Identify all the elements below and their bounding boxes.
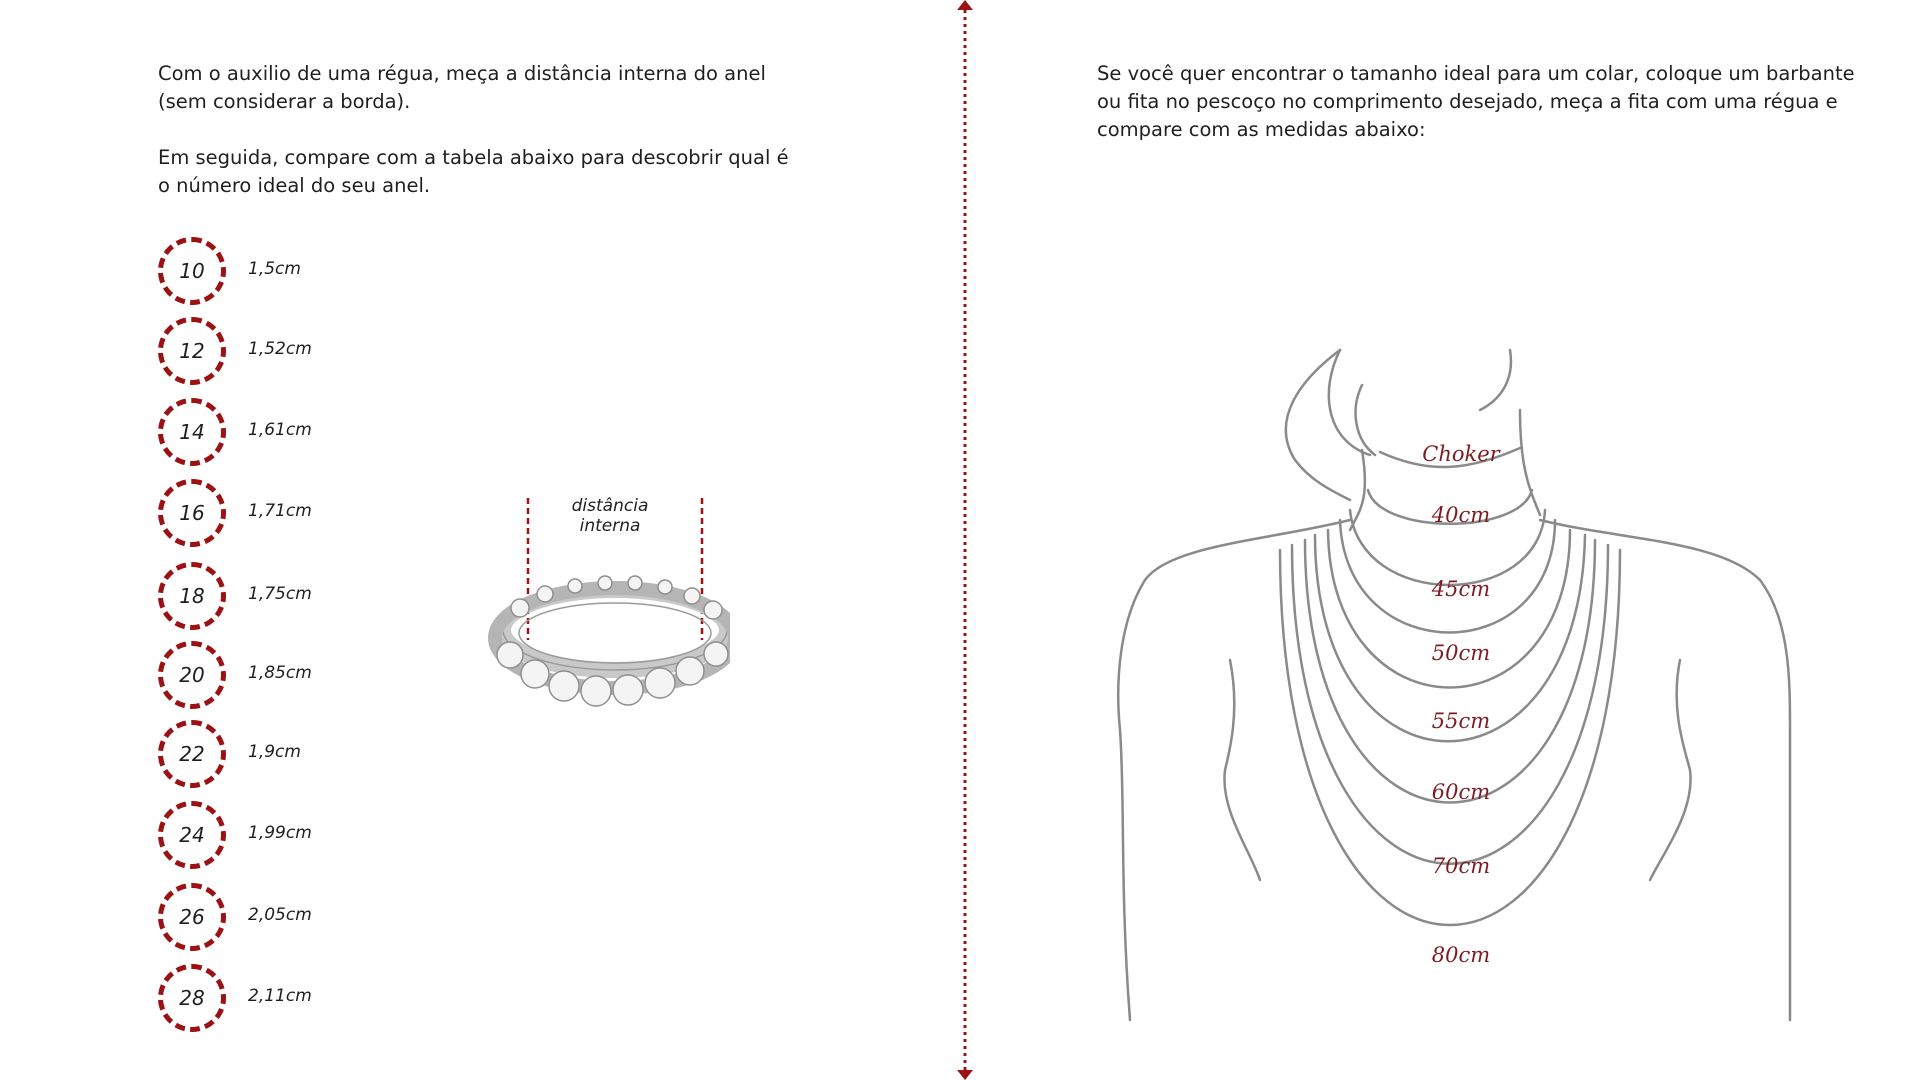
- inner-distance-label-line2: interna: [579, 516, 641, 536]
- ring-size-measure: 2,11cm: [248, 986, 312, 1006]
- necklace-instructions: [1097, 60, 1857, 144]
- ring-size-measure: 1,85cm: [248, 663, 312, 683]
- ring-instruction-2: Em seguida, compare com a tabela abaixo para descobrir qual é o número ideal do seu anel.: [158, 146, 789, 197]
- ring-size-number: 18: [158, 562, 226, 630]
- necklace-length-60: 60cm: [1431, 780, 1491, 804]
- ring-size-row: [158, 237, 478, 307]
- necklace-length-40: 40cm: [1431, 503, 1491, 527]
- ring-size-number: 20: [158, 641, 226, 709]
- arrow-down-icon: [957, 1070, 973, 1080]
- necklace-length-choker: Choker: [1422, 442, 1500, 466]
- ring-size-row: [158, 964, 478, 1034]
- ring-size-row: [158, 562, 478, 632]
- ring-instruction-1: Com o auxilio de uma régua, meça a distância interna do anel (sem considerar a borda).: [158, 62, 766, 113]
- ring-size-measure: 1,5cm: [248, 259, 301, 279]
- necklace-length-70: 70cm: [1431, 854, 1491, 878]
- ring-size-number: 10: [158, 237, 226, 305]
- ring-size-measure: 2,05cm: [248, 905, 312, 925]
- arrow-up-icon: [957, 0, 973, 10]
- necklace-length-55: 55cm: [1431, 709, 1491, 733]
- ring-size-row: [158, 641, 478, 711]
- ring-size-number: 28: [158, 964, 226, 1032]
- necklace-instruction: Se você quer encontrar o tamanho ideal para um colar, coloque um barbante ou fita no pescoço no comprimento desejado, meça a fita com uma régua e compare com as medidas abaixo:: [1097, 62, 1855, 141]
- ring-size-measure: 1,9cm: [248, 742, 301, 762]
- ring-size-row: [158, 883, 478, 953]
- ring-size-number: 22: [158, 720, 226, 788]
- necklace-length-50: 50cm: [1431, 641, 1491, 665]
- ring-size-row: [158, 801, 478, 871]
- ring-size-number: 24: [158, 801, 226, 869]
- ring-size-number: 26: [158, 883, 226, 951]
- ring-size-row: [158, 317, 478, 387]
- ring-size-measure: 1,75cm: [248, 584, 312, 604]
- ring-size-number: 14: [158, 398, 226, 466]
- ring-size-number: 12: [158, 317, 226, 385]
- ring-size-measure: 1,52cm: [248, 339, 312, 359]
- necklace-length-80: 80cm: [1431, 943, 1491, 967]
- ring-size-number: 16: [158, 479, 226, 547]
- inner-distance-label-line1: distância: [571, 496, 649, 516]
- section-divider: [955, 0, 975, 1080]
- inner-distance-label: [540, 496, 680, 536]
- ring-instructions: [158, 60, 798, 200]
- ring-size-measure: 1,61cm: [248, 420, 312, 440]
- necklace-length-45: 45cm: [1431, 577, 1491, 601]
- ring-size-row: [158, 720, 478, 790]
- ring-size-row: [158, 398, 478, 468]
- ring-size-measure: 1,99cm: [248, 823, 312, 843]
- neck-sketch: [1100, 330, 1820, 1030]
- ring-size-row: [158, 479, 478, 549]
- ring-size-measure: 1,71cm: [248, 501, 312, 521]
